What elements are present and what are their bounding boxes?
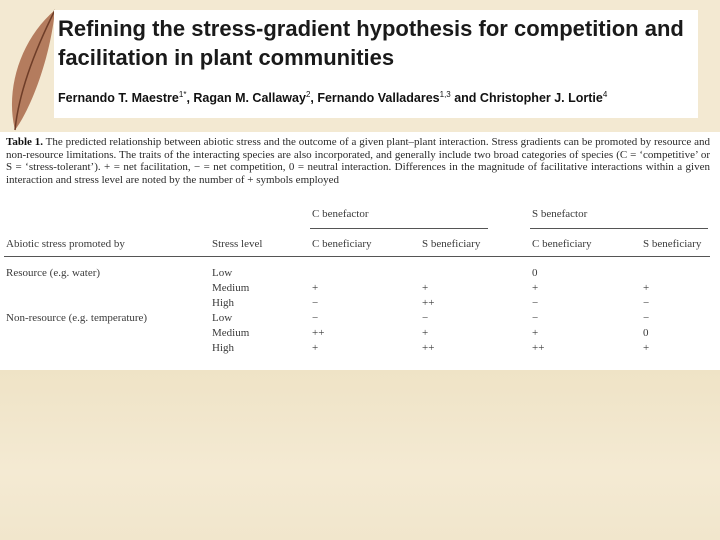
column-header: C beneficiary [532, 238, 592, 250]
table-cell: 0 [532, 267, 538, 279]
group-header-c-benefactor: C benefactor [312, 208, 369, 220]
author-affiliation: 1* [178, 90, 187, 99]
table-cell: + [422, 327, 429, 339]
author-list [58, 90, 698, 105]
background-texture [0, 370, 720, 540]
table-cell: − [312, 312, 319, 324]
table-cell: − [532, 297, 539, 309]
table-caption [6, 136, 710, 186]
column-header: Stress level [212, 238, 263, 250]
table-cell: + [532, 282, 539, 294]
author-name: Fernando T. Maestre [58, 91, 179, 106]
author-separator: , [310, 91, 318, 106]
table-cell: − [312, 297, 319, 309]
table-cell: Medium [212, 327, 250, 339]
column-header: C beneficiary [312, 238, 372, 250]
table-cell: High [212, 297, 234, 309]
author-affiliation: 2 [305, 90, 311, 99]
table-cell: + [643, 282, 650, 294]
table-cell: ++ [312, 327, 325, 339]
table-cell: + [422, 282, 429, 294]
header-rule [4, 256, 710, 257]
table-cell: Low [212, 312, 233, 324]
column-header: S beneficiary [422, 238, 481, 250]
column-header: S beneficiary [643, 238, 702, 250]
author-separator: and [450, 91, 480, 106]
table-cell: + [312, 282, 319, 294]
table-cell: Non-resource (e.g. temperature) [6, 312, 148, 324]
author-name: Christopher J. Lortie [479, 91, 603, 106]
table-cell: + [532, 327, 539, 339]
author-separator: , [186, 91, 194, 106]
table-cell: − [422, 312, 429, 324]
table-cell: ++ [422, 297, 435, 309]
column-header: Abiotic stress promoted by [6, 238, 125, 250]
author-name: Fernando Valladares [317, 91, 440, 106]
group-header-s-benefactor: S benefactor [532, 208, 588, 220]
author-name: Ragan M. Callaway [193, 91, 306, 106]
table-cell: − [532, 312, 539, 324]
table-cell: − [643, 312, 650, 324]
author-affiliation: 1,3 [439, 90, 451, 99]
table-cell: − [643, 297, 650, 309]
table-cell: Medium [212, 282, 250, 294]
table-label: Table 1. [6, 136, 43, 148]
group-rule-s [530, 228, 708, 229]
table-cell: 0 [643, 327, 649, 339]
table-cell: + [312, 342, 319, 354]
author-affiliation: 4 [602, 90, 608, 99]
table-cell: + [643, 342, 650, 354]
table-caption-text: The predicted relationship between abiotic stress and the outcome of a given plant–plant interaction. Stress gradients can be promoted by resource and non-resource limitations. The traits of the interacting species are also incorporated, and generally include two broad categories of species (C = ‘competitive’ or S = ‘stress-tolerant’). + = net facilitation, − = net competition, 0 = neutral interaction. Differences in the magnitude of facilitative interactions within a given interaction and stress level are noted by the number of + symbols employed [6, 136, 710, 186]
table-cell: ++ [532, 342, 545, 354]
paper-title: Refining the stress-gradient hypothesis for competition and facilitation in plant communities [58, 16, 684, 70]
table-cell: High [212, 342, 234, 354]
table-cell: Resource (e.g. water) [6, 267, 101, 279]
table-cell: ++ [422, 342, 435, 354]
table-cell: Low [212, 267, 233, 279]
group-rule-c [310, 228, 488, 229]
